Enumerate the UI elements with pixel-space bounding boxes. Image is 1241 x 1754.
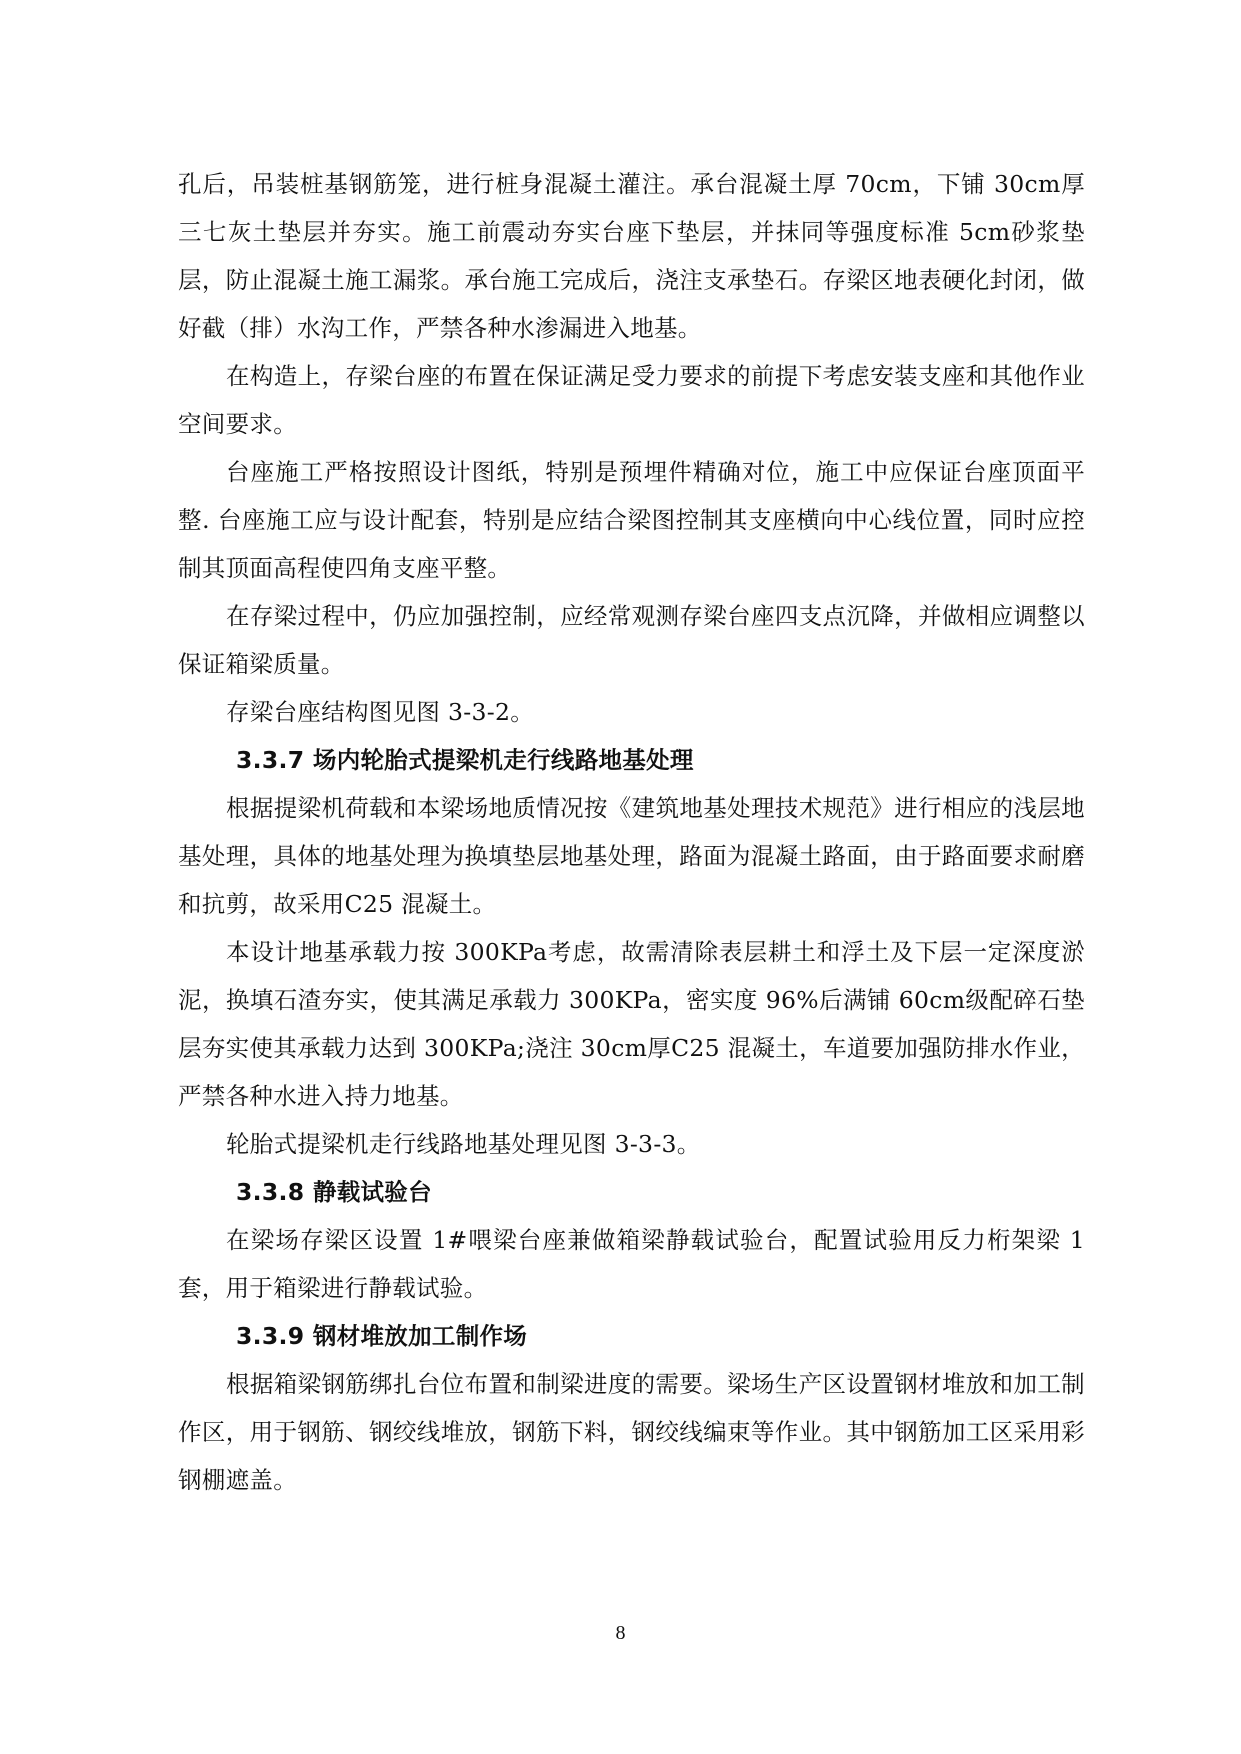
paragraph-settlement: 在存梁过程中，仍应加强控制，应经常观测存梁台座四支点沉降，并做相应调整以保证箱梁质量。 xyxy=(178,602,1085,678)
paragraph-structure: 在构造上，存梁台座的布置在保证满足受力要求的前提下考虑安装支座和其他作业空间要求。 xyxy=(178,362,1085,438)
paragraph-figure-ref-2: 轮胎式提梁机走行线路地基处理见图 3-3-3。 xyxy=(226,1130,701,1158)
page-number: 8 xyxy=(615,1622,626,1644)
paragraph-foundation-treatment: 根据提梁机荷载和本梁场地质情况按《建筑地基处理技术规范》进行相应的浅层地基处理，具体的地基处理为换填垫层地基处理，路面为混凝土路面，由于路面要求耐磨和抗剪，故采用C25 混凝土。 xyxy=(178,794,1085,918)
document-body xyxy=(178,160,1085,1504)
section-heading-3-3-9: 3.3.9 钢材堆放加工制作场 xyxy=(236,1322,528,1350)
paragraph-static-load: 在梁场存梁区设置 1#喂梁台座兼做箱梁静载试验台，配置试验用反力桁架梁 1套，用于箱梁进行静载试验。 xyxy=(178,1226,1085,1302)
section-heading-3-3-7: 3.3.7 场内轮胎式提梁机走行线路地基处理 xyxy=(236,746,694,774)
paragraph-bearing-capacity: 本设计地基承载力按 300KPa考虑，故需清除表层耕土和浮土及下层一定深度淤泥，换填石渣夯实，使其满足承载力 300KPa，密实度 96%后满铺 60cm级配碎石垫层夯实使其承载力达到 300KPa;浇注 30cm厚C25 混凝土，车道要加强防排水作业，严禁各种水进入持力地基。 xyxy=(178,938,1085,1110)
paragraph-construction: 台座施工严格按照设计图纸，特别是预埋件精确对位，施工中应保证台座顶面平整. 台座施工应与设计配套，特别是应结合梁图控制其支座横向中心线位置，同时应控制其顶面高程使四角支座平整。 xyxy=(178,458,1085,582)
paragraph-steel-processing: 根据箱梁钢筋绑扎台位布置和制梁进度的需要。梁场生产区设置钢材堆放和加工制作区，用于钢筋、钢绞线堆放，钢筋下料，钢绞线编束等作业。其中钢筋加工区采用彩钢棚遮盖。 xyxy=(178,1370,1085,1494)
paragraph-figure-ref-1: 存梁台座结构图见图 3-3-2。 xyxy=(226,698,535,726)
section-heading-3-3-8: 3.3.8 静载试验台 xyxy=(236,1178,432,1206)
paragraph-bearing-platform: 孔后，吊装桩基钢筋笼，进行桩身混凝土灌注。承台混凝土厚 70cm，下铺 30cm厚三七灰土垫层并夯实。施工前震动夯实台座下垫层，并抹同等强度标准 5cm砂浆垫层，防止混凝土施工漏浆。承台施工完成后，浇注支承垫石。存梁区地表硬化封闭，做好截（排）水沟工作，严禁各种水渗漏进入地基。 xyxy=(178,170,1085,342)
